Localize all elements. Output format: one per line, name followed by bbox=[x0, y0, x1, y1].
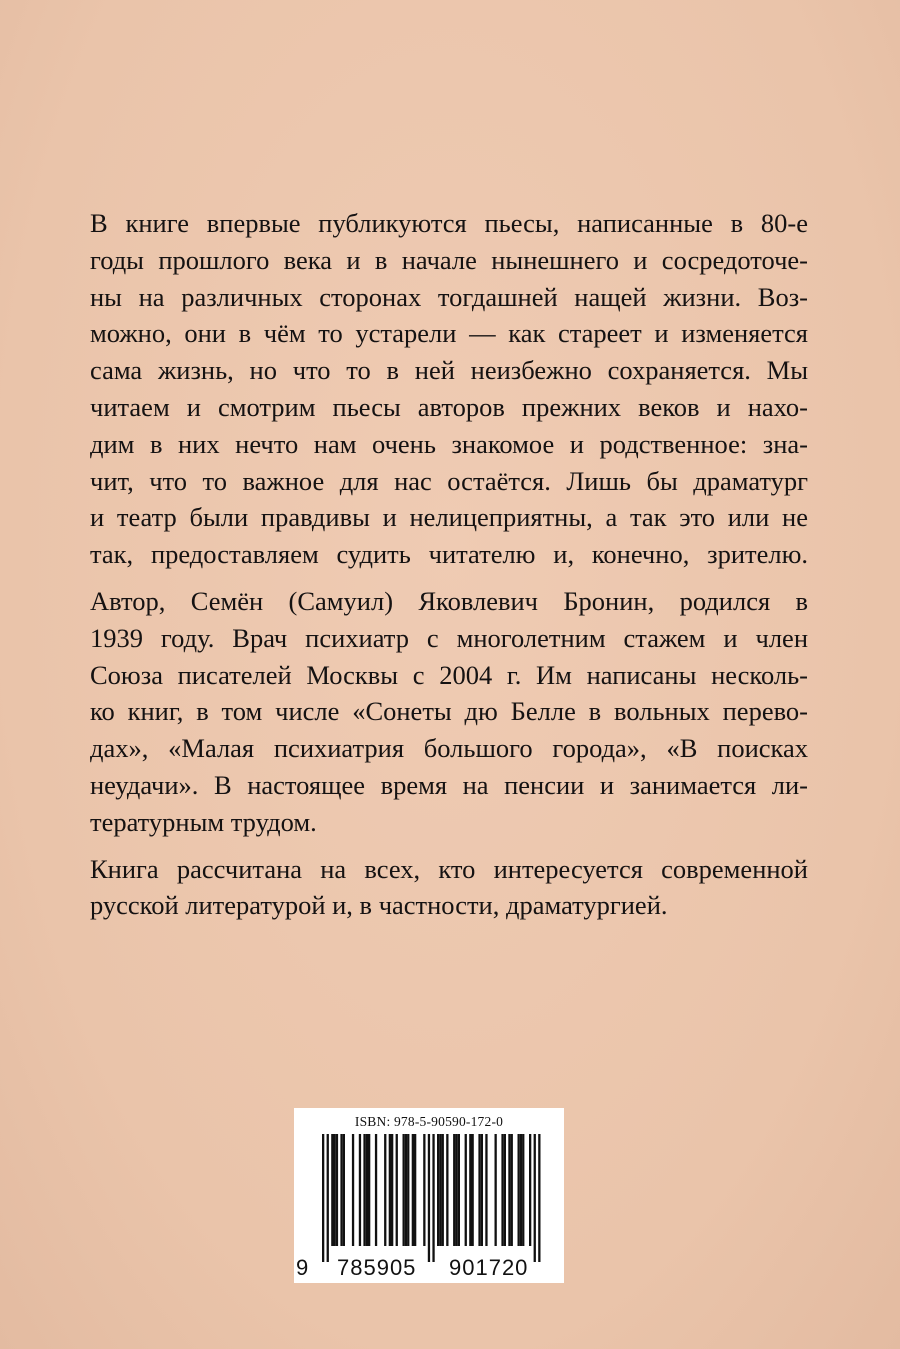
text-line: можно, они в чём то устарели — как стареет и изменяется bbox=[90, 318, 808, 349]
barcode-bar bbox=[437, 1134, 439, 1246]
text-line: В книге впервые публикуются пьесы, написанные в 80-е bbox=[90, 208, 808, 238]
text-line: чит, что то важное для нас остаётся. Лишь бы драматург bbox=[90, 465, 808, 496]
barcode-bar bbox=[336, 1134, 338, 1246]
text-line: так, предоставляем судить читателю и, конечно, зрителю. bbox=[90, 539, 808, 570]
barcode-bar bbox=[403, 1134, 405, 1246]
barcode-bar bbox=[481, 1134, 483, 1246]
paragraph-audience bbox=[90, 851, 808, 925]
barcode-bar bbox=[508, 1134, 510, 1246]
barcode-bar bbox=[363, 1134, 365, 1246]
paragraph-author bbox=[90, 583, 808, 841]
barcode-bar bbox=[495, 1134, 497, 1246]
barcode-bar bbox=[375, 1134, 377, 1246]
barcode-bar bbox=[518, 1134, 520, 1246]
text-line: ко книг, в том числе «Сонеты дю Белле в вольных перево- bbox=[90, 696, 808, 727]
barcode-bar bbox=[453, 1134, 455, 1246]
barcode-bar bbox=[511, 1134, 513, 1246]
barcode-bar bbox=[455, 1134, 457, 1246]
barcode-bar bbox=[331, 1134, 333, 1246]
barcode-bar bbox=[407, 1134, 409, 1246]
isbn-barcode bbox=[294, 1108, 564, 1283]
barcode-bar bbox=[485, 1134, 487, 1246]
barcode-bar bbox=[368, 1134, 370, 1246]
text-line: дим в них нечто нам очень знакомое и родственное: зна- bbox=[90, 428, 808, 459]
barcode-bar bbox=[352, 1134, 354, 1246]
barcode-bar bbox=[396, 1134, 398, 1246]
barcode-digits-left: 785905 bbox=[332, 1257, 421, 1279]
barcode-bar bbox=[501, 1134, 503, 1246]
barcode-bar bbox=[340, 1134, 342, 1246]
barcode-digit-first: 9 bbox=[296, 1255, 309, 1280]
barcode-guard-bar bbox=[432, 1134, 434, 1262]
barcode-bar bbox=[405, 1134, 407, 1246]
barcode-bar bbox=[384, 1134, 386, 1246]
barcode-guard-bar bbox=[428, 1134, 430, 1262]
text-line: Книга рассчитана на всех, кто интересуется современной bbox=[90, 853, 808, 884]
text-line: Союза писателей Москвы с 2004 г. Им написаны несколь- bbox=[90, 659, 808, 690]
barcode-digits-right: 901720 bbox=[444, 1257, 533, 1279]
barcode-bar bbox=[423, 1134, 425, 1246]
barcode-bar bbox=[389, 1134, 391, 1246]
isbn-label: ISBN: 978-5-90590-172-0 bbox=[354, 1114, 504, 1129]
barcode-bar bbox=[529, 1134, 531, 1246]
text-line: читаем и смотрим пьесы авторов прежних веков и нахо- bbox=[90, 391, 808, 422]
barcode-guard-bar bbox=[534, 1134, 536, 1262]
barcode-guard-bar bbox=[538, 1134, 540, 1262]
barcode-bar bbox=[472, 1134, 474, 1246]
barcode-bar bbox=[446, 1134, 448, 1246]
text-line: неудачи». В настоящее время на пенсии и занимается ли- bbox=[90, 769, 808, 800]
barcode-bar bbox=[504, 1134, 506, 1246]
text-line: годы прошлого века и в начале нынешнего и сосредоточе- bbox=[90, 244, 808, 275]
barcode-bar bbox=[520, 1134, 522, 1246]
text-line: ны на различных сторонах тогдашней нащей жизни. Воз- bbox=[90, 281, 808, 312]
barcode-bar bbox=[465, 1134, 467, 1246]
text-line: Автор, Семён (Самуил) Яковлевич Бронин, родился в bbox=[90, 585, 808, 616]
barcode-bar bbox=[439, 1134, 441, 1246]
barcode-bar bbox=[343, 1134, 345, 1246]
barcode-guard-bar bbox=[322, 1134, 324, 1262]
barcode-bar bbox=[442, 1134, 444, 1246]
barcode-guard-bar bbox=[327, 1134, 329, 1262]
barcode-bars bbox=[294, 1134, 564, 1262]
barcode-bar bbox=[412, 1134, 414, 1246]
barcode-bar bbox=[334, 1134, 336, 1246]
text-line: и театр были правдивы и нелицеприятны, а так это или не bbox=[90, 502, 808, 533]
text-line: дах», «Малая психиатрия большого города», «В поисках bbox=[90, 733, 808, 764]
barcode-bar bbox=[359, 1134, 361, 1246]
barcode-bar bbox=[478, 1134, 480, 1246]
barcode-bar bbox=[414, 1134, 416, 1246]
barcode-bar bbox=[469, 1134, 471, 1246]
barcode-bar bbox=[458, 1134, 460, 1246]
barcode-bar bbox=[391, 1134, 393, 1246]
text-line: 1939 году. Врач психиатр с многолетним стажем и член bbox=[90, 622, 808, 653]
barcode-bar bbox=[522, 1134, 524, 1246]
text-line: русской литературой и, в частности, драматургией. bbox=[90, 890, 668, 921]
text-line: тературным трудом. bbox=[90, 806, 317, 837]
paragraph-annotation bbox=[90, 205, 808, 573]
text-line: сама жизнь, но что то в ней неизбежно сохраняется. Мы bbox=[90, 355, 808, 386]
description-text bbox=[90, 205, 808, 924]
barcode-bar bbox=[366, 1134, 368, 1246]
